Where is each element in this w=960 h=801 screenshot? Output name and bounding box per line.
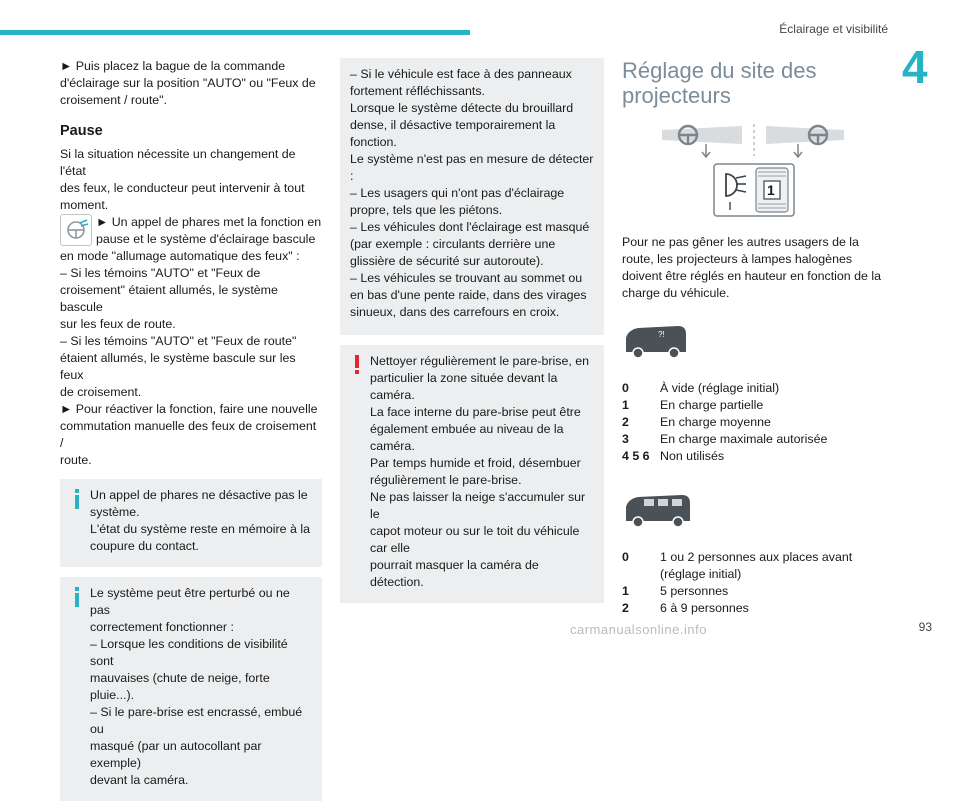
headlamp-beam-left <box>662 126 742 157</box>
info-box-disturbance <box>60 577 322 801</box>
legend-row: 1 En charge partielle <box>622 398 764 412</box>
warning-box <box>340 345 604 603</box>
pause-text: Si la situation nécessite un changement de l'état des feux, le conducteur peut intervenir à tout moment. <box>60 147 305 212</box>
thumbwheel-digit: 1 <box>767 182 775 198</box>
header-title: Éclairage et visibilité <box>779 22 888 36</box>
headlight-flash-icon <box>60 214 92 246</box>
headlamp-beam-right <box>766 126 844 157</box>
legend-row: 2 En charge moyenne <box>622 415 771 429</box>
headlamp-adjuster-control <box>714 164 794 216</box>
legend-row: 4 5 6 Non utilisés <box>622 449 725 463</box>
section-intro: Pour ne pas gêner les autres usagers de la route, les projecteurs à lampes halogènes doivent être réglés en hauteur en fonction de la charge du véhicule. <box>622 235 882 300</box>
pause-heading: Pause <box>60 123 103 139</box>
legend-passengers <box>622 549 886 617</box>
section-title: Réglage du site des projecteurs <box>622 58 817 108</box>
info-box-disturbance-text: Le système peut être perturbé ou ne pas correctement fonctionner : – Lorsque les conditions de visibilité sont mauvaises (chute de neige, forte pluie...). – Si le pare-brise est encrassé, embué ou masqué (par un autocollant par exemple) devant la caméra. <box>90 586 303 787</box>
svg-text:?!: ?! <box>658 330 665 339</box>
headlamp-adjustment-figure <box>622 120 886 220</box>
legend-row: 1 5 personnes <box>622 584 729 598</box>
pause-step-text: ► Un appel de phares met la fonction en pause et le système d'éclairage bascule en mode "allumage automatique des feux" : – Si les témoins "AUTO" et "Feux de croisement" étaient allumés, le système bascule sur les feux de route. – Si les témoins "AUTO" et "Feux de route" étaient allumés, le système bascule sur les feux de croisement. ► Pour réactiver la fonction, faire une nouvelle commutation manuelle des feux de croisement / route. <box>60 215 322 467</box>
info-icon <box>70 585 84 789</box>
legend-load <box>622 380 886 465</box>
legend-row: 0 1 ou 2 personnes aux places avant (réglage initial) <box>622 550 853 581</box>
info-icon <box>70 487 84 555</box>
page-number: 93 <box>918 620 932 634</box>
van-figure-passengers <box>622 485 886 535</box>
legend-row: 3 En charge maximale autorisée <box>622 432 828 446</box>
info-box-memory-text: Un appel de phares ne désactive pas le système. L'état du système reste en mémoire à la coupure du contact. <box>90 488 310 553</box>
chapter-number: 4 <box>902 41 928 93</box>
legend-row: 2 6 à 9 personnes <box>622 601 749 615</box>
column-right <box>622 58 886 617</box>
warning-icon <box>350 353 364 591</box>
legend-row: 0 À vide (réglage initial) <box>622 381 780 395</box>
pause-step-block <box>60 214 322 469</box>
info-box-memory <box>60 479 322 567</box>
column-left <box>60 58 322 801</box>
header-accent-rule <box>0 30 470 35</box>
intro-step: ► Puis placez la bague de la commande d'éclairage sur la position "AUTO" ou "Feux de croisement / route". <box>60 59 316 107</box>
info-box-continued-text: – Si le véhicule est face à des panneaux fortement réfléchissants. Lorsque le système détecte du brouillard dense, il désactive temporairement la fonction. Le système n'est pas en mesure de détecter : – Les usagers qui n'ont pas d'éclairage propre, tels que les piétons. – Les véhicules dont l'éclairage est masqué (par exemple : circulants derrière une glissière de sécurité sur autoroute). – Les véhicules se trouvant au sommet ou en bas d'une pente raide, dans des virages sinueux, dans des carrefours en croix. <box>350 67 594 319</box>
warning-box-text: Nettoyer régulièrement le pare-brise, en particulier la zone située devant la caméra. La face interne du pare-brise peut être également embuée au niveau de la caméra. Par temps humide et froid, désembuer régulièrement le pare-brise. Ne pas laisser la neige s'accumuler sur le capot moteur ou sur le toit du véhicule car elle pourrait masquer la caméra de détection. <box>370 354 590 589</box>
watermark: carmanualsonline.info <box>570 622 707 637</box>
column-middle <box>340 58 604 603</box>
van-figure-load <box>622 316 886 366</box>
info-box-continued <box>340 58 604 335</box>
